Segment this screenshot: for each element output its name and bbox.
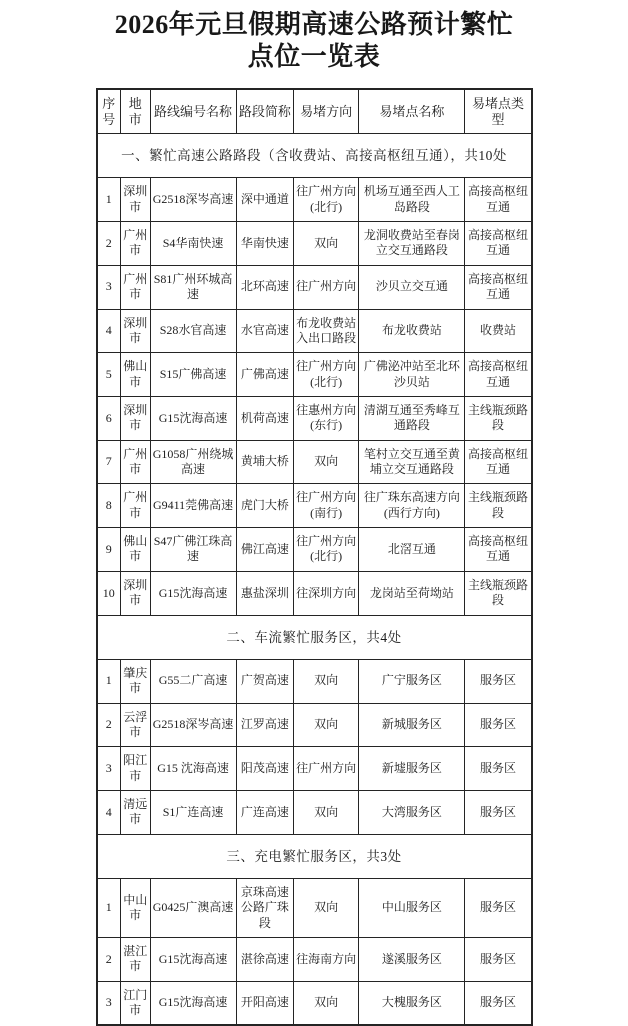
table-cell: 笔村立交互通至黄埔立交互通路段: [359, 440, 465, 484]
table-cell: 龙洞收费站至春岗立交互通路段: [359, 222, 465, 266]
table-row: [97, 265, 532, 309]
table-row: [97, 309, 532, 353]
table-cell: S4华南快速: [150, 222, 236, 266]
table-cell: S47广佛江珠高速: [150, 528, 236, 572]
table-cell: 双向: [294, 659, 359, 703]
table-cell: G2518深岑高速: [150, 703, 236, 747]
table-cell: 布龙收费站入出口路段: [294, 309, 359, 353]
table-cell: 9: [97, 528, 121, 572]
column-header-road-abbr: 路段简称: [236, 89, 293, 133]
table-cell: G0425广澳高速: [150, 878, 236, 937]
table-cell: G9411莞佛高速: [150, 484, 236, 528]
table-cell: 佛山市: [120, 353, 150, 397]
table-cell: 深圳市: [120, 571, 150, 615]
table-cell: 新城服务区: [359, 703, 465, 747]
table-cell: 广州市: [120, 222, 150, 266]
table-cell: S81广州环城高速: [150, 265, 236, 309]
table-cell: 6: [97, 396, 121, 440]
table-cell: 往广珠东高速方向(西行方向): [359, 484, 465, 528]
table-cell: S1广连高速: [150, 790, 236, 834]
table-cell: 遂溪服务区: [359, 938, 465, 982]
table-row: [97, 878, 532, 937]
table-cell: G1058广州绕城高速: [150, 440, 236, 484]
table-cell: 中山市: [120, 878, 150, 937]
table-cell: 双向: [294, 440, 359, 484]
table-cell: 双向: [294, 703, 359, 747]
table-cell: 广州市: [120, 484, 150, 528]
column-header-direction: 易堵方向: [294, 89, 359, 133]
table-cell: 机场互通至西人工岛路段: [359, 178, 465, 222]
table-cell: 2: [97, 938, 121, 982]
table-cell: 广佛泌冲站至北环沙贝站: [359, 353, 465, 397]
table-cell: 广州市: [120, 265, 150, 309]
busy-points-table: [96, 88, 533, 1026]
table-cell: 高接高枢纽互通: [465, 440, 532, 484]
table-cell: 往广州方向(南行): [294, 484, 359, 528]
table-cell: 往深圳方向: [294, 571, 359, 615]
table-cell: 广州市: [120, 440, 150, 484]
table-cell: 服务区: [465, 938, 532, 982]
table-cell: 北环高速: [236, 265, 293, 309]
table-cell: 机荷高速: [236, 396, 293, 440]
table-cell: 深中通道: [236, 178, 293, 222]
table-cell: 主线瓶颈路段: [465, 571, 532, 615]
table-row: [97, 659, 532, 703]
table-cell: 2: [97, 703, 121, 747]
table-body: [97, 134, 532, 1026]
table-cell: 湛江市: [120, 938, 150, 982]
table-row: [97, 178, 532, 222]
table-row: [97, 703, 532, 747]
table-cell: G15沈海高速: [150, 396, 236, 440]
table-cell: 深圳市: [120, 178, 150, 222]
table-row: [97, 938, 532, 982]
table-cell: 8: [97, 484, 121, 528]
table-cell: 广贺高速: [236, 659, 293, 703]
table-cell: 往广州方向(北行): [294, 528, 359, 572]
table-cell: 佛江高速: [236, 528, 293, 572]
table-cell: 服务区: [465, 790, 532, 834]
column-header-index: 序号: [97, 89, 121, 133]
table-cell: 大湾服务区: [359, 790, 465, 834]
table-cell: 3: [97, 981, 121, 1025]
table-cell: 双向: [294, 981, 359, 1025]
page-title-line-2: 点位一览表: [247, 41, 381, 71]
page-title: [0, 9, 628, 72]
table-cell: 大槐服务区: [359, 981, 465, 1025]
table-cell: 3: [97, 747, 121, 791]
table-cell: 10: [97, 571, 121, 615]
table-cell: 往广州方向: [294, 265, 359, 309]
section-header-row: [97, 834, 532, 878]
table-cell: 阳茂高速: [236, 747, 293, 791]
table-cell: G15 沈海高速: [150, 747, 236, 791]
table-cell: 往广州方向: [294, 747, 359, 791]
column-header-city: 地市: [120, 89, 150, 133]
table-cell: 云浮市: [120, 703, 150, 747]
table-cell: 华南快速: [236, 222, 293, 266]
table-cell: 双向: [294, 878, 359, 937]
table-cell: 肇庆市: [120, 659, 150, 703]
table-cell: 水官高速: [236, 309, 293, 353]
table-row: [97, 747, 532, 791]
table-cell: 高接高枢纽互通: [465, 222, 532, 266]
table-cell: 高接高枢纽互通: [465, 265, 532, 309]
section-header: 二、车流繁忙服务区，共4处: [97, 615, 532, 659]
table-cell: 1: [97, 659, 121, 703]
table-row: [97, 440, 532, 484]
table-cell: S15广佛高速: [150, 353, 236, 397]
table-cell: 7: [97, 440, 121, 484]
table-cell: 黄埔大桥: [236, 440, 293, 484]
table-cell: 佛山市: [120, 528, 150, 572]
table-cell: 服务区: [465, 981, 532, 1025]
table-cell: 收费站: [465, 309, 532, 353]
section-header: 三、充电繁忙服务区，共3处: [97, 834, 532, 878]
table-cell: 湛徐高速: [236, 938, 293, 982]
table-cell: 2: [97, 222, 121, 266]
table-cell: 往广州方向(北行): [294, 178, 359, 222]
table-cell: 服务区: [465, 878, 532, 937]
table-cell: 高接高枢纽互通: [465, 178, 532, 222]
table-cell: 1: [97, 878, 121, 937]
table-cell: 双向: [294, 790, 359, 834]
table-cell: 服务区: [465, 703, 532, 747]
table-cell: 清湖互通至秀峰互通路段: [359, 396, 465, 440]
table-cell: 服务区: [465, 659, 532, 703]
table-row: [97, 790, 532, 834]
table-cell: 往惠州方向(东行): [294, 396, 359, 440]
table-cell: 京珠高速公路广珠段: [236, 878, 293, 937]
page-title-line-1: 2026年元旦假期高速公路预计繁忙: [114, 10, 514, 39]
table-row: [97, 484, 532, 528]
column-header-point-name: 易堵点名称: [359, 89, 465, 133]
column-header-point-type: 易堵点类型: [465, 89, 532, 133]
table-cell: 主线瓶颈路段: [465, 484, 532, 528]
table-cell: 5: [97, 353, 121, 397]
table-cell: 广佛高速: [236, 353, 293, 397]
section-header: 一、繁忙高速公路路段（含收费站、高接高枢纽互通），共10处: [97, 134, 532, 178]
table-cell: 3: [97, 265, 121, 309]
table-cell: 清远市: [120, 790, 150, 834]
table-cell: 北滘互通: [359, 528, 465, 572]
table-cell: G55二广高速: [150, 659, 236, 703]
table-cell: 主线瓶颈路段: [465, 396, 532, 440]
table-cell: 中山服务区: [359, 878, 465, 937]
table-row: [97, 571, 532, 615]
table-cell: 1: [97, 178, 121, 222]
table-cell: 双向: [294, 222, 359, 266]
table-cell: 服务区: [465, 747, 532, 791]
table-cell: 开阳高速: [236, 981, 293, 1025]
table-cell: 4: [97, 790, 121, 834]
table-row: [97, 528, 532, 572]
table-cell: 惠盐深圳: [236, 571, 293, 615]
section-header-row: [97, 134, 532, 178]
table-cell: 往海南方向: [294, 938, 359, 982]
table-row: [97, 353, 532, 397]
table-cell: 布龙收费站: [359, 309, 465, 353]
table-cell: G2518深岑高速: [150, 178, 236, 222]
table-cell: 4: [97, 309, 121, 353]
table-row: [97, 396, 532, 440]
table-cell: 江门市: [120, 981, 150, 1025]
table-cell: 深圳市: [120, 396, 150, 440]
table-header-row: [97, 89, 532, 133]
table-cell: G15沈海高速: [150, 938, 236, 982]
table-row: [97, 981, 532, 1025]
table-cell: 阳江市: [120, 747, 150, 791]
table-cell: 广宁服务区: [359, 659, 465, 703]
table-cell: 虎门大桥: [236, 484, 293, 528]
table-cell: 广连高速: [236, 790, 293, 834]
section-header-row: [97, 615, 532, 659]
column-header-route-name: 路线编号名称: [150, 89, 236, 133]
table-cell: 高接高枢纽互通: [465, 353, 532, 397]
table-cell: G15沈海高速: [150, 571, 236, 615]
table-cell: 往广州方向(北行): [294, 353, 359, 397]
table-cell: 沙贝立交互通: [359, 265, 465, 309]
table-cell: 新墟服务区: [359, 747, 465, 791]
table-row: [97, 222, 532, 266]
table-cell: S28水官高速: [150, 309, 236, 353]
table-cell: 龙岗站至荷坳站: [359, 571, 465, 615]
table-cell: 高接高枢纽互通: [465, 528, 532, 572]
table-cell: 深圳市: [120, 309, 150, 353]
table-cell: 江罗高速: [236, 703, 293, 747]
table-cell: G15沈海高速: [150, 981, 236, 1025]
